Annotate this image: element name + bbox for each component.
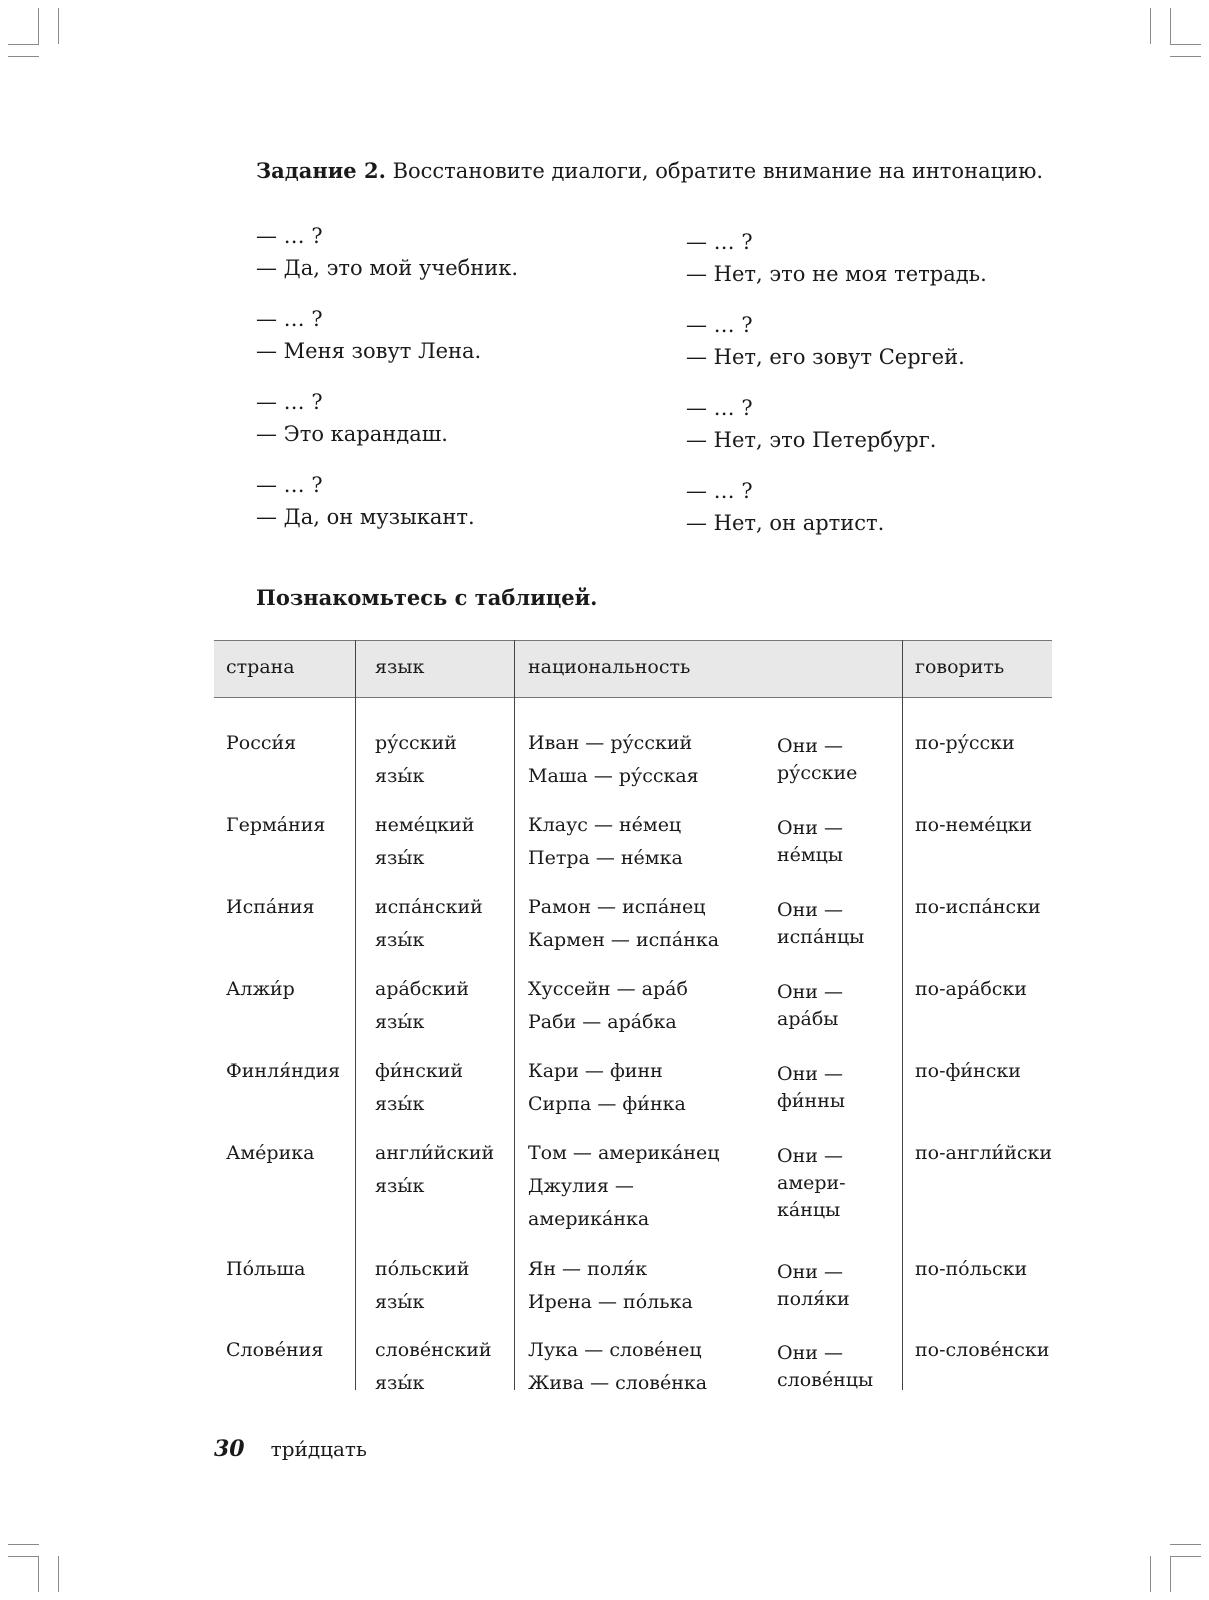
table-title: Познакомьтесь с таблицей. xyxy=(256,585,598,610)
page-number-word: три́дцать xyxy=(270,1437,367,1461)
cell-line: По́льша xyxy=(226,1258,306,1280)
cell-plural xyxy=(777,1340,873,1394)
cell-nationality xyxy=(528,1055,686,1121)
dialogue-pair xyxy=(256,220,656,303)
cell-country xyxy=(226,1253,305,1286)
cell-line: Слове́ния xyxy=(226,1339,324,1361)
cell-line: по-англи́йски xyxy=(915,1142,1053,1164)
cell-language xyxy=(375,1334,492,1400)
cell-country xyxy=(226,727,296,760)
cell-line: Кари — финн xyxy=(528,1060,663,1082)
cell-line: Рамон — испа́нец xyxy=(528,896,706,918)
cell-nationality xyxy=(528,727,699,793)
cell-plural xyxy=(777,1143,846,1224)
cell-line: испа́нский xyxy=(375,896,483,918)
cell-line: фи́нны xyxy=(777,1090,845,1112)
cell-line: Хуссейн — ара́б xyxy=(528,978,688,1000)
cell-line: Росси́я xyxy=(226,732,297,754)
cell-line: слове́нский xyxy=(375,1339,492,1361)
cell-line: америка́нка xyxy=(528,1208,650,1230)
cell-plural xyxy=(777,979,843,1033)
cell-plural xyxy=(777,1061,845,1115)
dialogue-question: — … ? xyxy=(686,313,753,337)
cell-line: испа́нцы xyxy=(777,926,865,948)
cell-line: язы́к xyxy=(375,1093,425,1115)
cell-line: Они — xyxy=(777,1261,843,1283)
header-speak: говорить xyxy=(915,656,1005,678)
cell-nationality xyxy=(528,1334,707,1400)
dialogue-column-left xyxy=(256,220,656,552)
dialogue-question: — … ? xyxy=(686,230,753,254)
cell-language xyxy=(375,1055,463,1121)
cell-line: поля́ки xyxy=(777,1288,850,1310)
cell-line: Иван — ру́сский xyxy=(528,732,693,754)
dialogue-pair xyxy=(256,303,656,386)
dialogue-question: — … ? xyxy=(256,473,323,497)
cell-line: Испа́ния xyxy=(226,896,315,918)
cell-plural xyxy=(777,815,843,869)
cell-line: по-ара́бски xyxy=(915,978,1027,1000)
cell-line: ру́сские xyxy=(777,762,858,784)
header-nationality: национальность xyxy=(528,656,691,678)
cell-line: по́льский xyxy=(375,1258,470,1280)
cell-speak xyxy=(915,973,1027,1006)
column-divider xyxy=(902,640,903,1390)
cell-country xyxy=(226,809,325,842)
cell-line: Алжи́р xyxy=(226,978,295,1000)
dialogue-answer: — Нет, он артист. xyxy=(686,511,885,535)
dialogue-answer: — Да, это мой учебник. xyxy=(256,256,519,280)
cell-line: язы́к xyxy=(375,929,425,951)
cell-country xyxy=(226,1334,323,1367)
task-label: Задание 2. xyxy=(256,158,386,183)
dialogue-question: — … ? xyxy=(256,224,323,248)
dialogue-answer: — Это карандаш. xyxy=(256,422,448,446)
cell-nationality xyxy=(528,891,719,957)
cell-language xyxy=(375,727,457,793)
cell-language xyxy=(375,891,483,957)
cell-line: Аме́рика xyxy=(226,1142,315,1164)
cell-nationality xyxy=(528,973,688,1039)
cell-speak xyxy=(915,1055,1021,1088)
cell-line: Ян — поля́к xyxy=(528,1258,648,1280)
dialogue-column-right xyxy=(686,226,1086,558)
cell-nationality xyxy=(528,1137,719,1236)
cell-line: неме́цкий xyxy=(375,814,475,836)
dialogue-question: — … ? xyxy=(256,307,323,331)
cell-line: язы́к xyxy=(375,1372,425,1394)
page-footer xyxy=(214,1436,367,1462)
cell-line: англи́йский xyxy=(375,1142,495,1164)
cell-line: Кармен — испа́нка xyxy=(528,929,720,951)
cell-line: язы́к xyxy=(375,765,425,787)
cell-line: Сирпа — фи́нка xyxy=(528,1093,686,1115)
cell-line: Раби — ара́бка xyxy=(528,1011,677,1033)
cell-language xyxy=(375,973,469,1039)
cell-line: по-ру́сски xyxy=(915,732,1015,754)
cell-language xyxy=(375,809,474,875)
cell-line: язы́к xyxy=(375,1011,425,1033)
cell-line: Герма́ния xyxy=(226,814,326,836)
header-country: страна xyxy=(226,656,295,678)
cell-line: Маша — ру́сская xyxy=(528,765,699,787)
dialogue-pair xyxy=(686,309,1086,392)
cell-line: ара́бский xyxy=(375,978,470,1000)
cell-line: Том — америка́нец xyxy=(528,1142,720,1164)
cell-nationality xyxy=(528,1253,693,1319)
cell-speak xyxy=(915,1253,1027,1286)
cell-line: ру́сский xyxy=(375,732,457,754)
cell-line: Они — xyxy=(777,1342,843,1364)
cell-line: по-испа́нски xyxy=(915,896,1041,918)
page-number: 30 xyxy=(214,1436,245,1462)
cell-plural xyxy=(777,897,864,951)
column-divider xyxy=(355,640,356,1390)
cell-line: по-слове́нски xyxy=(915,1339,1050,1361)
cell-plural xyxy=(777,1259,850,1313)
dialogue-answer: — Да, он музыкант. xyxy=(256,505,475,529)
cell-line: Они — xyxy=(777,1145,843,1167)
dialogue-answer: — Нет, его зовут Сергей. xyxy=(686,345,965,369)
cell-line: фи́нский xyxy=(375,1060,464,1082)
dialogue-answer: — Меня зовут Лена. xyxy=(256,339,482,363)
cell-line: язы́к xyxy=(375,1291,425,1313)
dialogue-answer: — Нет, это Петербург. xyxy=(686,428,937,452)
dialogue-pair xyxy=(686,475,1086,558)
cell-speak xyxy=(915,1137,1052,1170)
cell-speak xyxy=(915,809,1032,842)
cell-language xyxy=(375,1137,494,1203)
cell-speak xyxy=(915,891,1041,924)
cell-line: Клаус — не́мец xyxy=(528,814,682,836)
cell-country xyxy=(226,891,315,924)
cell-line: не́мцы xyxy=(777,844,844,866)
cell-speak xyxy=(915,727,1015,760)
column-divider xyxy=(514,640,515,1390)
cell-plural xyxy=(777,733,857,787)
cell-line: слове́нцы xyxy=(777,1369,874,1391)
dialogue-question: — … ? xyxy=(686,479,753,503)
cell-line: Они — xyxy=(777,1063,843,1085)
cell-line: ара́бы xyxy=(777,1008,839,1030)
cell-line: Они — xyxy=(777,817,843,839)
cell-line: амери- xyxy=(777,1172,846,1194)
cell-line: Финля́ндия xyxy=(226,1060,341,1082)
cell-country xyxy=(226,973,295,1006)
cell-speak xyxy=(915,1334,1049,1367)
dialogue-pair xyxy=(686,226,1086,309)
cell-line: по-фи́нски xyxy=(915,1060,1021,1082)
cell-nationality xyxy=(528,809,683,875)
cell-line: Они — xyxy=(777,899,843,921)
cell-line: по-неме́цки xyxy=(915,814,1033,836)
dialogue-answer: — Нет, это не моя тетрадь. xyxy=(686,262,987,286)
cell-country xyxy=(226,1055,340,1088)
cell-line: по-по́льски xyxy=(915,1258,1028,1280)
cell-country xyxy=(226,1137,314,1170)
header-language: язык xyxy=(375,656,425,678)
cell-line: Петра — не́мка xyxy=(528,847,683,869)
cell-line: Они — xyxy=(777,735,843,757)
dialogue-pair xyxy=(256,386,656,469)
dialogue-pair xyxy=(256,469,656,552)
task-heading xyxy=(256,158,1043,183)
cell-line: Они — xyxy=(777,981,843,1003)
dialogue-question: — … ? xyxy=(686,396,753,420)
cell-line: язы́к xyxy=(375,1175,425,1197)
dialogue-pair xyxy=(686,392,1086,475)
cell-line: Лука — слове́нец xyxy=(528,1339,702,1361)
cell-language xyxy=(375,1253,469,1319)
task-text: Восстановите диалоги, обратите внимание на интонацию. xyxy=(385,159,1044,183)
cell-line: язы́к xyxy=(375,847,425,869)
cell-line: Жива — слове́нка xyxy=(528,1372,708,1394)
cell-line: Джулия — xyxy=(528,1175,634,1197)
cell-line: ка́нцы xyxy=(777,1199,841,1221)
dialogue-question: — … ? xyxy=(256,390,323,414)
cell-line: Ирена — по́лька xyxy=(528,1291,693,1313)
